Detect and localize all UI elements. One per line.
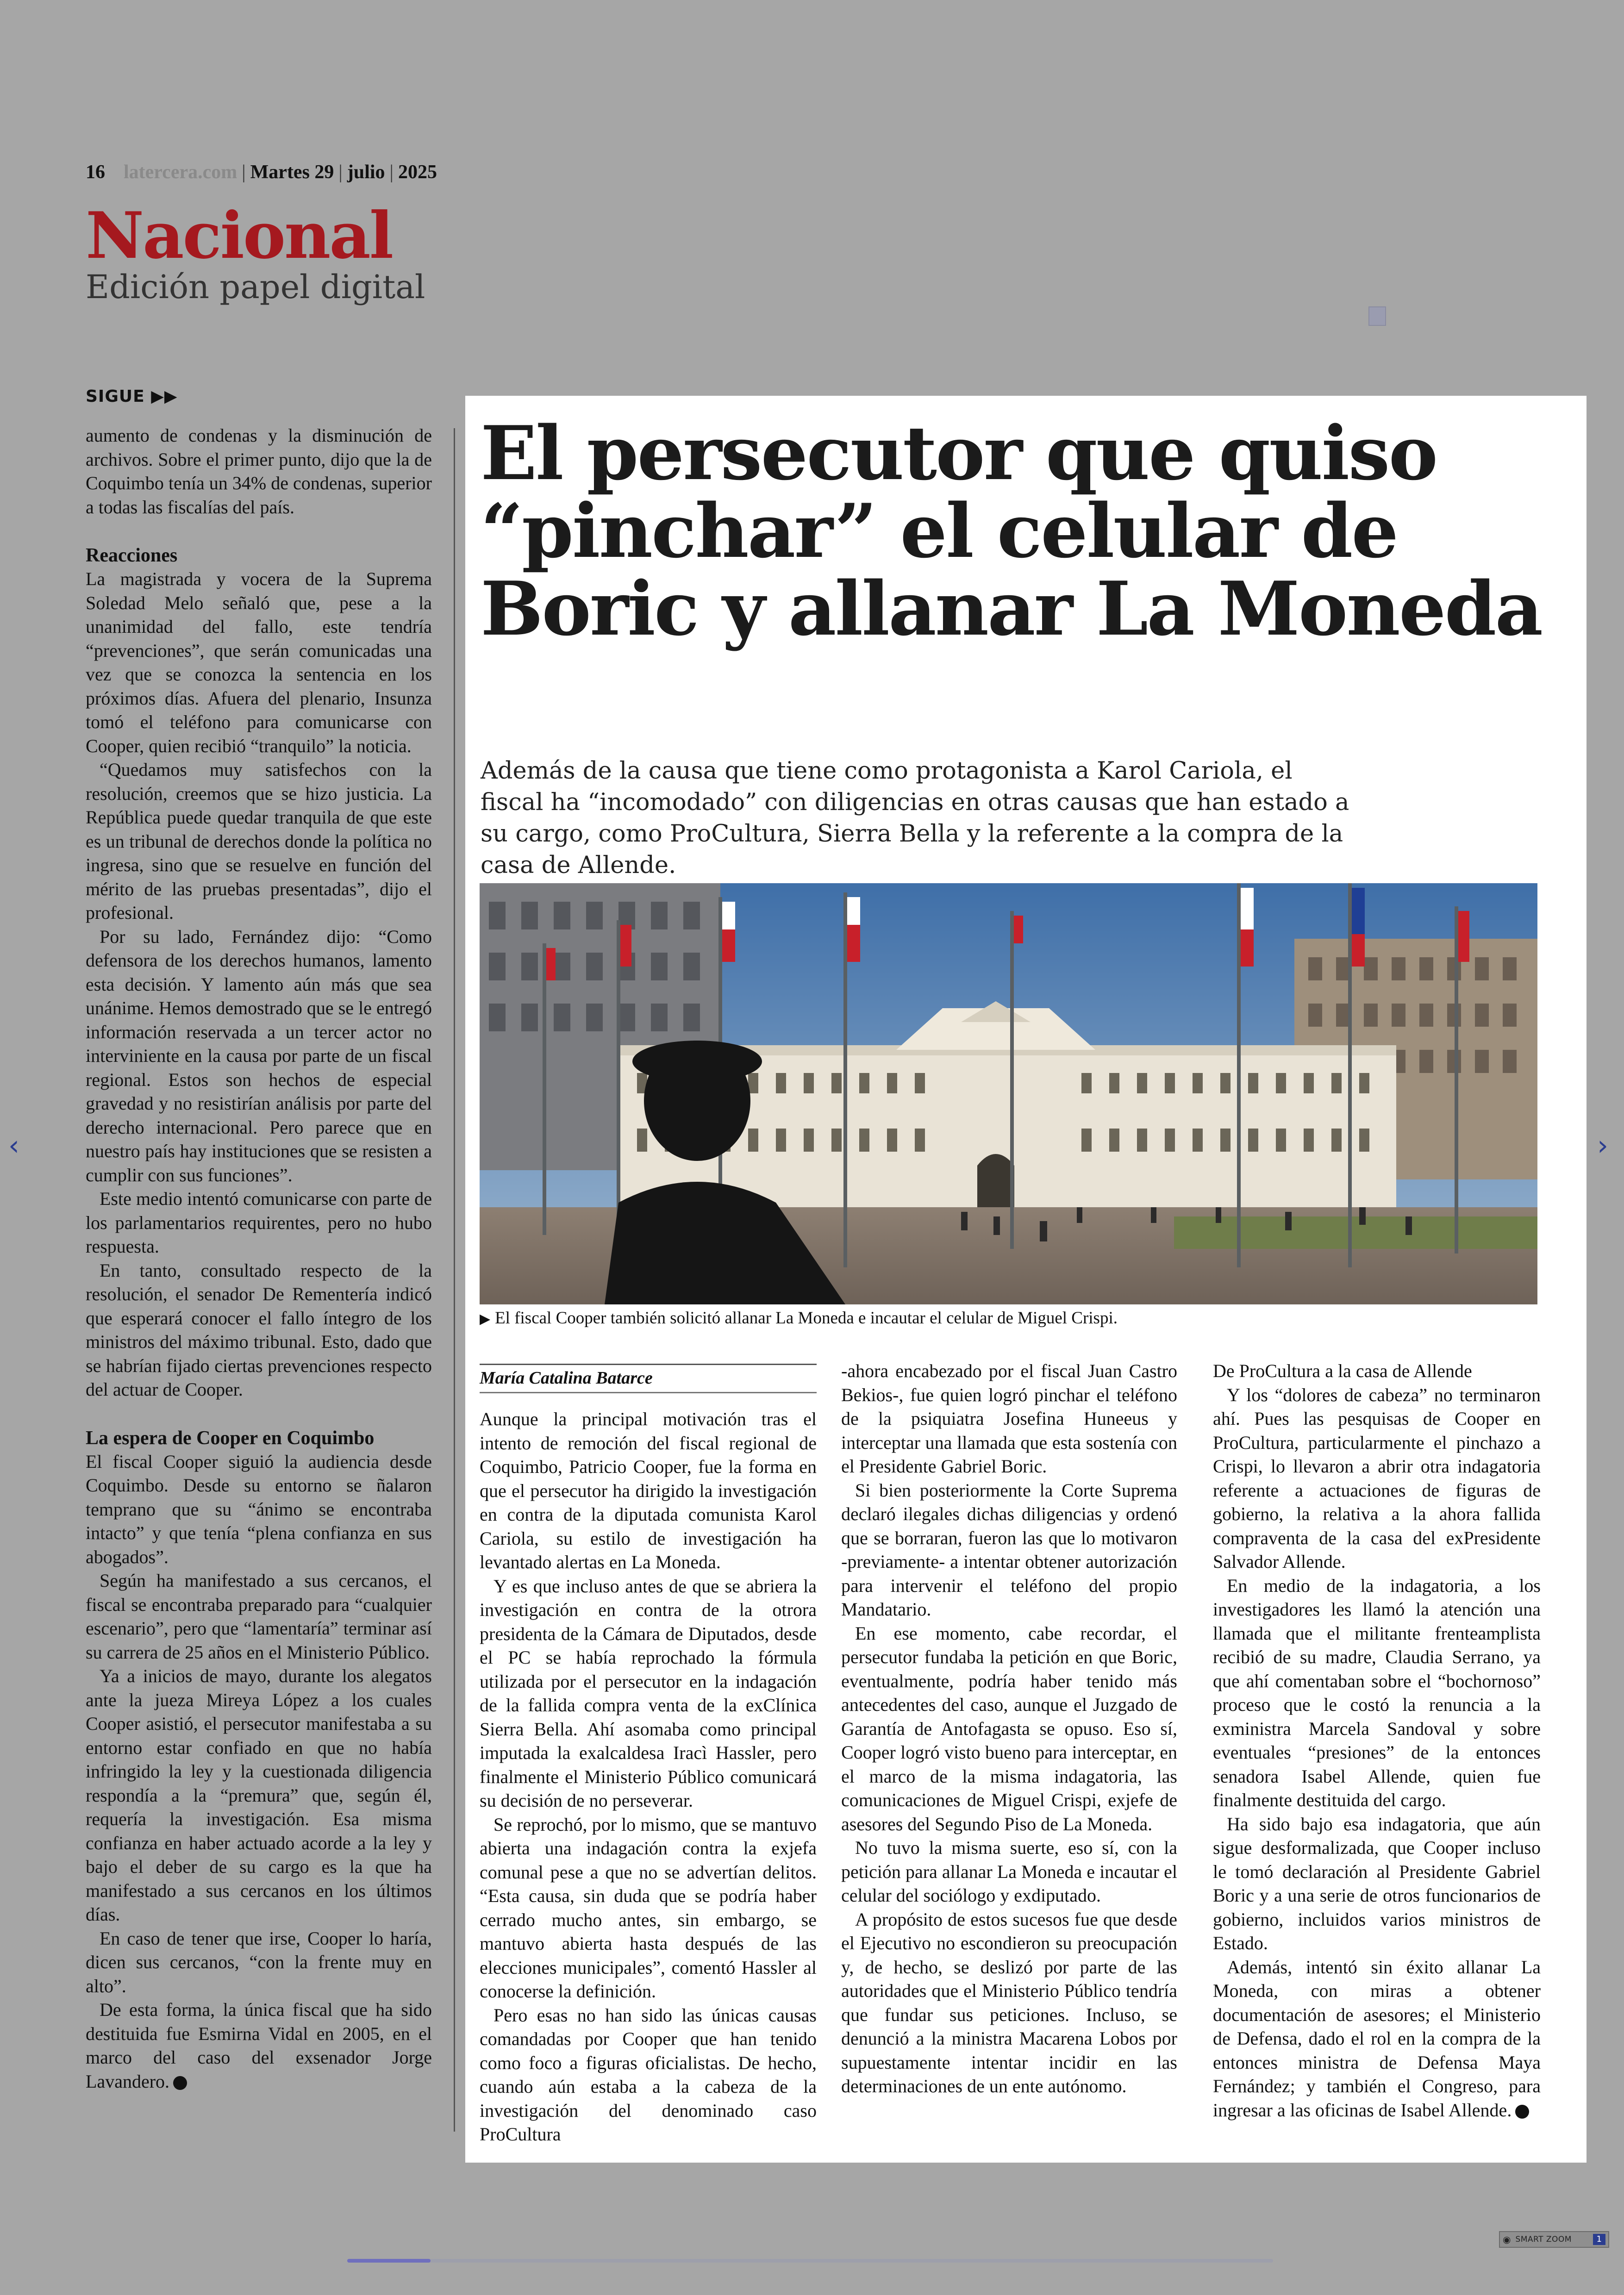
continued-label: SIGUE ▶▶ (86, 387, 178, 406)
article-paragraph: Si bien posteriormente la Corte Suprema declaró ilegales dichas diligencias y ordenó que se borraran, fueron las que lo motivaron -previamente- a intentar obtener autorización para intervenir el teléfono del propio Mandatario. (841, 1479, 1177, 1620)
byline-box (480, 1364, 817, 1393)
end-mark-icon (173, 2076, 187, 2090)
page-progress-track[interactable] (347, 2259, 1273, 2263)
left-paragraph: El fiscal Cooper siguió la audiencia desde Coquimbo. Desde su entorno se ñalaron temprano que su “ánimo se encontraba intacto” y que tenía “plena confianza en sus abogados”. (86, 1451, 432, 1567)
article-paragraph: Ha sido bajo esa indagatoria, que aún sigue desformalizada, que Cooper incluso le tomó declaración al Presidente Gabriel Boric y a una serie de otros funcionarios de gobierno, incluidos varios ministros de Estado. (1213, 1813, 1541, 1953)
column-divider (454, 428, 455, 2132)
section-title: Nacional (86, 198, 393, 273)
left-paragraph: La magistrada y vocera de la Suprema Soledad Melo señaló que, pese a la unanimidad del fallo, este tendría “prevenciones”, que serán comunicadas una vez que se conozca la sentencia en los próximos días. Afuera del plenario, Insunza tomó el teléfono para comunicarse con Cooper, quien recibió “tranquilo” la noticia. (86, 568, 432, 756)
chevron-left-icon[interactable]: ‹ (8, 1129, 19, 1162)
left-paragraph: Ya a inicios de mayo, durante los alegatos ante la jueza Mireya López a los cuales Cooper asistió, el persecutor manifestaba a su entorno estar confiado en que no había infringido la ley y la cuestionada diligencia respondía a la “premura” que, según él, requería la investigación. Esa misma confianza en haber actuado acorde a la ley y bajo el deber de su cargo es la que ha manifestado a sus cercanos en los últimos días. (86, 1665, 432, 1925)
caption-text: El fiscal Cooper también solicitó allanar La Moneda e incautar el celular de Miguel Crispi. (495, 1309, 1118, 1328)
article-paragraph: Y es que incluso antes de que se abriera la investigación en contra de la otrora presidenta de la Cámara de Diputados, desde el PC se había reprochado la fórmula utilizada por el persecutor en la indagación de la fallida compra venta de la exClínica Sierra Bella. Ahí asomaba como principal imputada la exalcaldesa Iracì Hassler, pero finalmente el Ministerio Público comunicará su decisión de no perseverar. (480, 1575, 817, 1811)
left-paragraph: En tanto, consultado respecto de la resolución, el senador De Rementería indicó que esperará conocer el fallo íntegro de los ministros del máximo tribunal. Esto, dado que se habrían fijado ciertas prevenciones respecto del actuar de Cooper. (86, 1260, 432, 1400)
article-paragraph: En ese momento, cabe recordar, el persecutor fundaba la petición en que Boric, eventualmente, podría haber tenido más antecedentes del caso, aunque el Juzgado de Garantía de Antofagasta se opuso. Eso sí, Cooper logró visto bueno para interceptar, en el marco de la misma indagatoria, las comunicaciones de Miguel Crispi, exjefe de asesores del Segundo Piso de La Moneda. (841, 1622, 1177, 1834)
article-paragraph: Aunque la principal motivación tras el intento de remoción del fiscal regional de Coquimbo, Patricio Cooper, fue la forma en que el persecutor ha dirigido la investigación en contra de la diputada comunista Karol Cariola, su estilo de investigación ha levantado alertas en La Moneda. (480, 1409, 817, 1572)
left-continuation-column (86, 424, 432, 2093)
left-paragraph: Según ha manifestado a sus cercanos, el fiscal se encontraba preparado para “cualquier escenario”, pero que “lamentaría” terminar así su carrera de 25 años en el Ministerio Público. (86, 1570, 432, 1663)
smart-zoom-button[interactable] (1499, 2231, 1609, 2248)
subheading-reacciones: Reacciones (86, 545, 178, 566)
article-paragraph: -ahora encabezado por el fiscal Juan Castro Bekios-, fue quien logró pinchar el teléfono de la psiquiatra Josefina Huneeus y interceptar una llamada que esta sostenía con el Presidente Gabriel Boric. (841, 1360, 1177, 1477)
page-header: 16 latercera.com | Martes 29 | julio | 2025 (86, 162, 437, 183)
article-paragraph: Se reprochó, por lo mismo, que se mantuvo abierta una indagación contra la exjefa comunal pese a que no se advertían delitos. “Esta causa, sin duda que se podría haber cerrado mucho antes, sin embargo, se mantuvo abierta hasta después de las elecciones municipales”, comentó Hassler al conocerse la definición. (480, 1814, 817, 2002)
article-paragraph: Y los “dolores de cabeza” no terminaron ahí. Pues las pesquisas de Cooper en ProCultura, particularmente el pinchazo a Crispi, lo llevaron a abrir otra indagatoria referente a actuaciones de figuras de gobierno, la relativa a la ahora fallida compraventa de la casa del exPresidente Salvador Allende. (1213, 1384, 1541, 1572)
article-paragraph: No tuvo la misma suerte, eso sí, con la petición para allanar La Moneda e incautar el celular del sociólogo y exdiputado. (841, 1837, 1177, 1906)
article-column-1 (480, 1407, 817, 2146)
article-paragraph (1213, 1955, 1541, 2122)
article-column-3 (1213, 1359, 1541, 2122)
article-deck: Además de la causa que tiene como protagonista a Karol Cariola, el fiscal ha “incomodado” con diligencias en otras causas que han estado a su cargo, como ProCultura, Sierra Bella y la referente a la compra de la casa de Allende. (481, 757, 1349, 879)
caption-triangle-icon: ▶ (480, 1311, 491, 1327)
left-paragraph: aumento de condenas y la disminución de archivos. Sobre el primer punto, dijo que la de Coquimbo tenía un 34% de condenas, superior a todas las fiscalías del país. (86, 425, 432, 518)
article-subhead: De ProCultura a la casa de Allende (1213, 1360, 1472, 1381)
chevron-right-icon[interactable]: › (1597, 1129, 1608, 1162)
article-headline: El persecutor que quiso “pinchar” el celular de Boric y allanar La Moneda (481, 410, 1542, 652)
page-progress-fill (347, 2259, 431, 2263)
article-paragraph: Pero esas no han sido las únicas causas comandadas por Cooper que han tenido como foco a figuras oficialistas. De hecho, cuando aún estaba a la cabeza de la investigación del denominado caso ProCultura (480, 2004, 817, 2145)
date-year: 2025 (398, 162, 437, 183)
article-paragraph: A propósito de estos sucesos fue que desde el Ejecutivo no escondieron su preocupación y, de hecho, se deslizó por parte de las autoridades que el Ministerio Público tendría que fundar sus peticiones. Incluso, se denunció a la ministra Macarena Lobos por supuestamente intentar incidir en las determinaciones de un ente autónomo. (841, 1908, 1177, 2096)
left-paragraph: “Quedamos muy satisfechos con la resolución, creemos que se hizo justicia. La República puede quedar tranquila de que este es un tribunal de derechos donde la política no ingresa, sino que se resuelve en función del mérito de las pruebas presentadas”, dijo el profesional. (86, 759, 432, 923)
left-paragraph: En caso de tener que irse, Cooper lo haría, dicen sus cercanos, “con la frente muy en alto”. (86, 1927, 432, 1996)
date-day: Martes 29 (250, 162, 334, 183)
article-paragraph: En medio de la indagatoria, a los investigadores les llamó la atención una llamada que el militante frenteamplista recibió de su madre, Claudia Serrano, ya que ahí comentaban sobre el “bochornoso” proceso que le costó la renuncia a la exministra Marcela Sandoval y sobre eventuales “presiones” de la entonces senadora Isabel Allende, quien fue finalmente destituida del cargo. (1213, 1575, 1541, 1810)
site-name: latercera.com (124, 162, 237, 183)
zoom-level-badge: 1 (1593, 2234, 1605, 2245)
photo-caption (480, 1308, 1544, 1328)
end-mark-icon (1515, 2105, 1529, 2119)
left-paragraph (86, 1998, 432, 2093)
date-month: julio (347, 162, 385, 183)
page-marker-icon (1368, 306, 1386, 326)
byline: María Catalina Batarce (480, 1368, 653, 1388)
smart-zoom-label: SMART ZOOM (1515, 2235, 1572, 2244)
article-column-2 (841, 1359, 1177, 2098)
left-paragraph: Por su lado, Fernández dijo: “Como defensora de los derechos humanos, lamento esta decisión. Y lamento aún más que sea unánime. Hemos demostrado que se le entregó información reservada a un tercer actor no interviniente en la causa por parte de un fiscal regional. Estos son hechos de especial gravedad y no resistirían análisis por parte del derecho internacional. Pero parece que en nuestro país hay instituciones que se resisten a cumplir con sus funciones”. (86, 926, 432, 1185)
eye-icon: ◉ (1503, 2234, 1511, 2245)
page-number: 16 (86, 162, 105, 183)
article-paragraph-text: Además, intentó sin éxito allanar La Moneda, con miras a obtener documentación de asesores; el Ministerio de Defensa, dado el rol en la compra de la entonces ministra de Defensa Maya Fernández; y también el Congreso, para ingresar a las oficinas de Isabel Allende. (1213, 1956, 1541, 2120)
edition-label: Edición papel digital (86, 268, 425, 306)
article-photo[interactable] (480, 883, 1537, 1304)
subheading-espera: La espera de Cooper en Coquimbo (86, 1427, 375, 1449)
left-paragraph-text: De esta forma, la única fiscal que ha sido destituida fue Esmirna Vidal en 2005, en el marco del caso del exsenador Jorge Lavandero. (86, 1999, 432, 2092)
left-paragraph: Este medio intentó comunicarse con parte de los parlamentarios requirentes, pero no hubo respuesta. (86, 1188, 432, 1257)
